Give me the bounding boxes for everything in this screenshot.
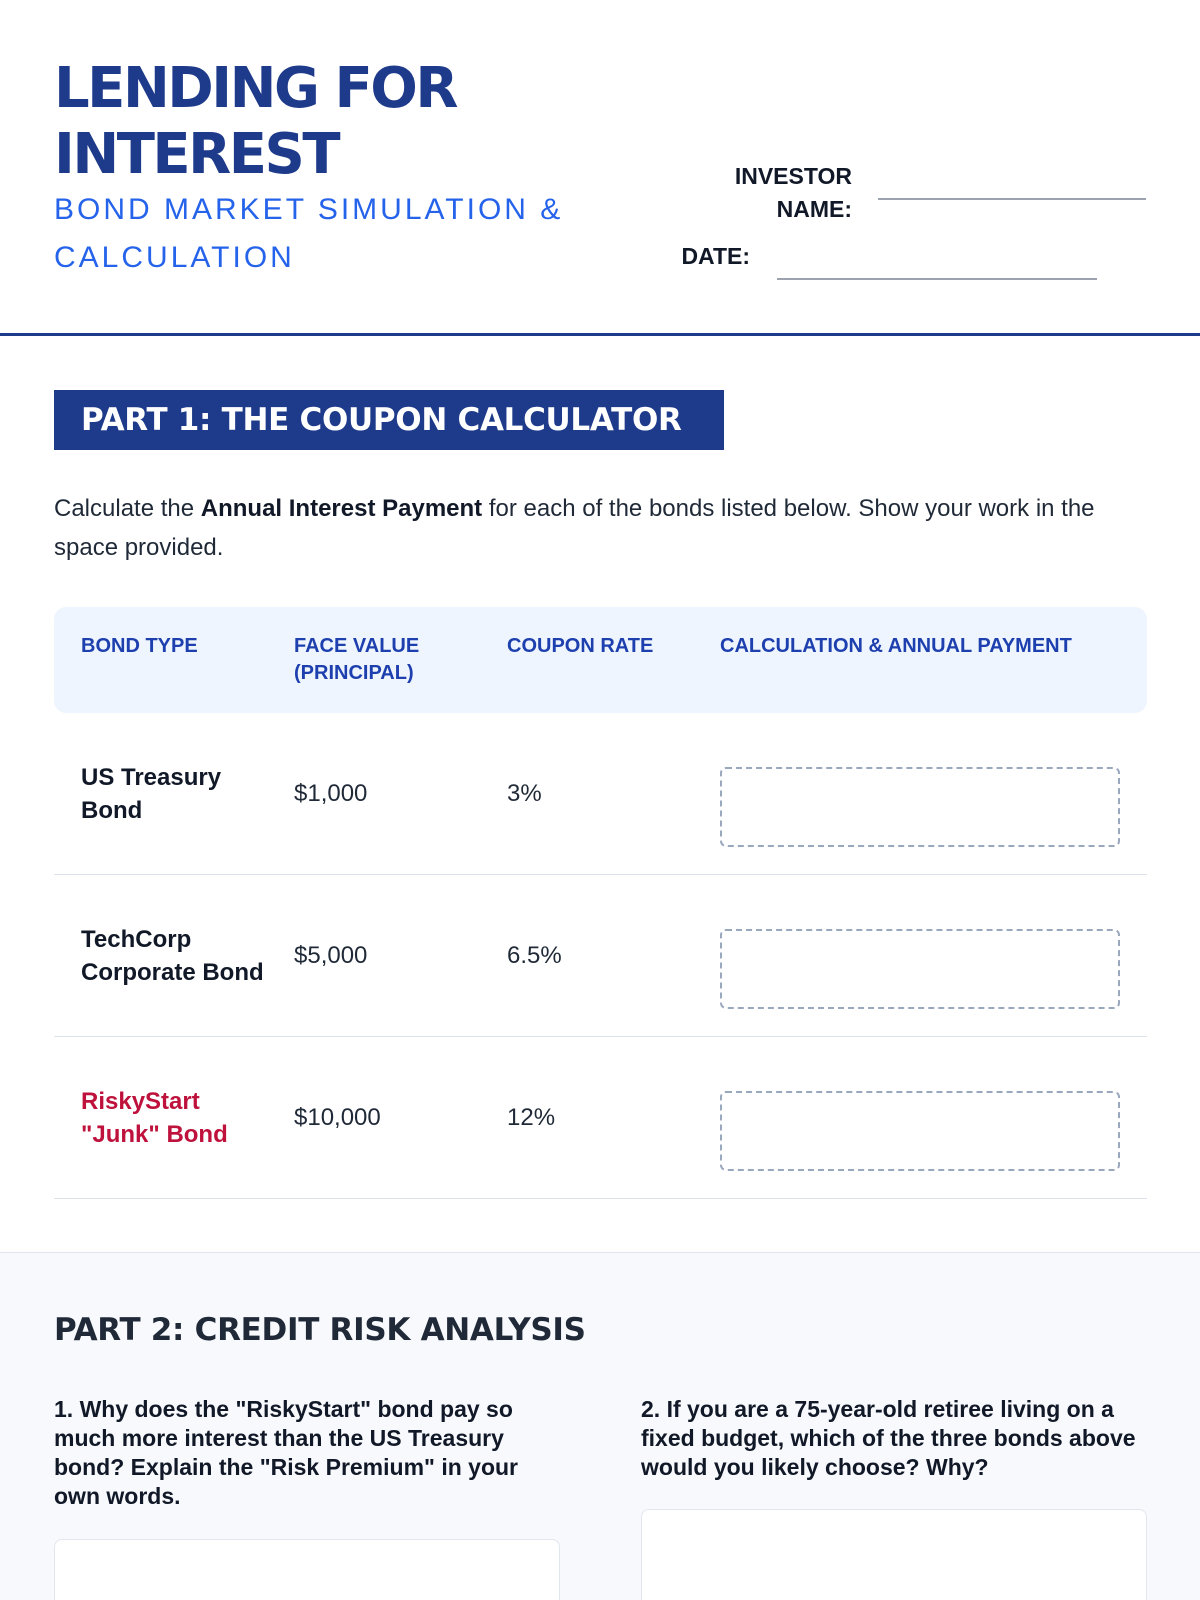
part1-instructions bbox=[54, 489, 1154, 567]
coupon-rate-cell: 12% bbox=[507, 1104, 556, 1131]
face-value-cell: $1,000 bbox=[294, 780, 368, 807]
investor-name-label: INVESTOR NAME: bbox=[734, 163, 852, 222]
investor-name-field[interactable] bbox=[878, 198, 1146, 200]
calculation-answer-box[interactable] bbox=[720, 1091, 1120, 1171]
calculation-answer-box[interactable] bbox=[720, 767, 1120, 847]
column-header-coupon-rate: COUPON RATE bbox=[507, 635, 654, 657]
bond-type-cell-risky: RiskyStart "Junk" Bond bbox=[81, 1088, 228, 1148]
question-2: 2. If you are a 75-year-old retiree living on a fixed budget, which of the three bonds above would you likely choose? Why? bbox=[641, 1396, 1136, 1480]
date-label: DATE: bbox=[681, 243, 750, 269]
part1-heading: PART 1: THE COUPON CALCULATOR bbox=[54, 390, 724, 450]
question-1: 1. Why does the "RiskyStart" bond pay so much more interest than the US Treasury bond? Explain the "Risk Premium" in your own words. bbox=[54, 1396, 518, 1509]
column-header-calculation: CALCULATION & ANNUAL PAYMENT bbox=[720, 635, 1072, 657]
worksheet-header bbox=[0, 0, 1200, 336]
table-row bbox=[54, 713, 1147, 875]
bond-type-cell: US Treasury Bond bbox=[81, 764, 222, 824]
worksheet-subtitle: BOND MARKET SIMULATION & CALCULATION bbox=[54, 193, 564, 274]
coupon-rate-cell: 3% bbox=[507, 780, 542, 807]
instructions-text-start: Calculate the bbox=[54, 495, 201, 522]
face-value-cell: $10,000 bbox=[294, 1104, 381, 1131]
instructions-text-end: for each of the bonds listed below. Show your work in the space provided. bbox=[54, 495, 1095, 561]
question-2-response-box[interactable] bbox=[641, 1509, 1147, 1600]
bond-table-header bbox=[54, 607, 1147, 713]
column-header-face-value: FACE VALUE (PRINCIPAL) bbox=[294, 635, 420, 684]
bond-type-cell: TechCorp Corporate Bond bbox=[81, 926, 264, 986]
column-header-bond-type: BOND TYPE bbox=[81, 635, 198, 657]
date-field[interactable] bbox=[777, 278, 1097, 280]
table-row bbox=[54, 875, 1147, 1037]
face-value-cell: $5,000 bbox=[294, 942, 368, 969]
part2-heading: PART 2: CREDIT RISK ANALYSIS bbox=[54, 1312, 586, 1348]
part2-section bbox=[0, 1252, 1200, 1600]
worksheet-title: LENDING FOR INTEREST bbox=[54, 56, 456, 187]
question-1-response-box[interactable] bbox=[54, 1539, 560, 1600]
table-row bbox=[54, 1037, 1147, 1199]
calculation-answer-box[interactable] bbox=[720, 929, 1120, 1009]
coupon-rate-cell: 6.5% bbox=[507, 942, 562, 969]
instructions-emphasis: Annual Interest Payment bbox=[200, 495, 483, 522]
